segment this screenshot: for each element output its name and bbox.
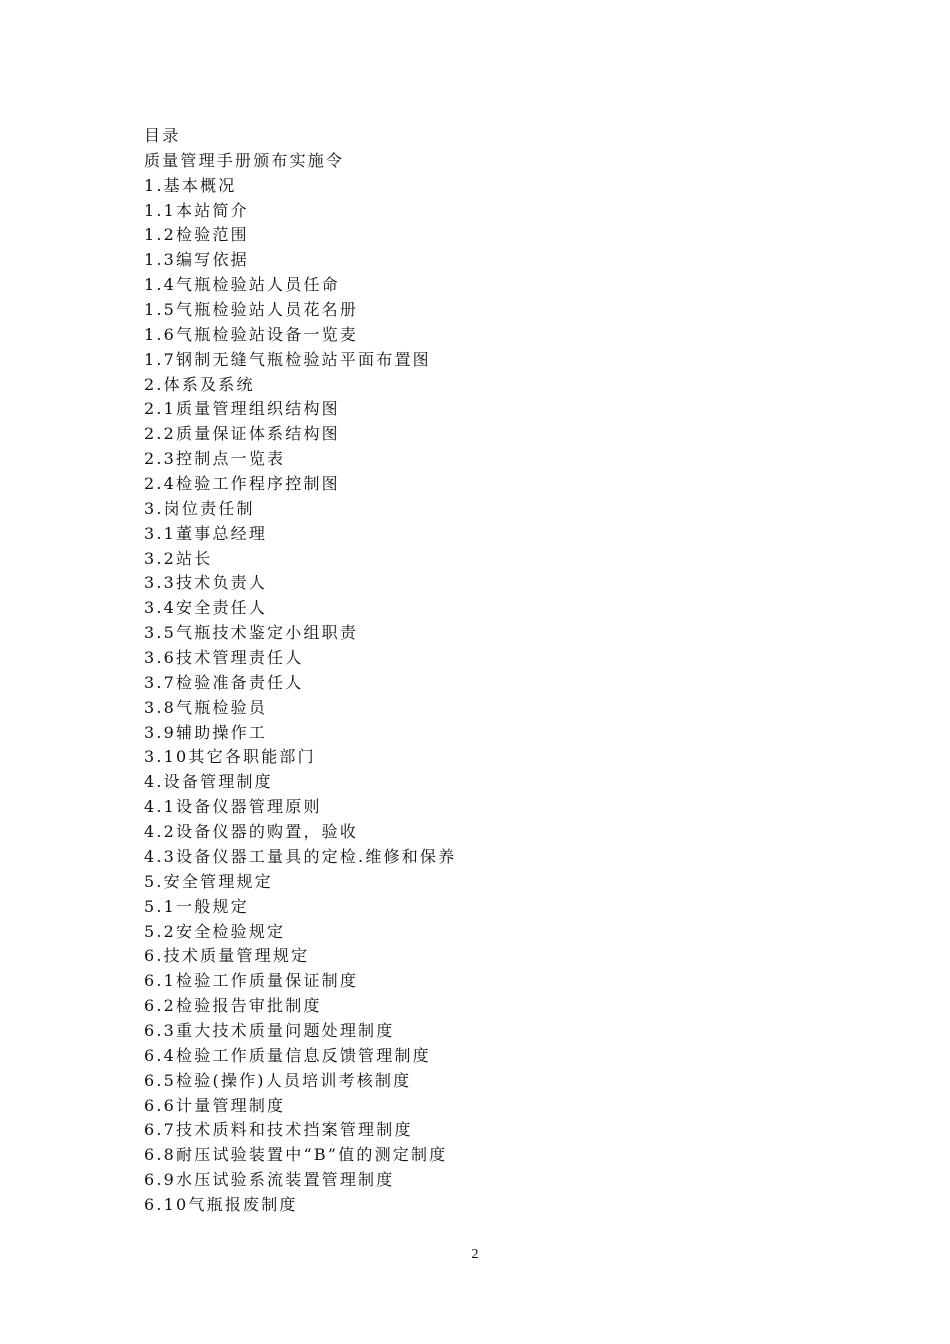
toc-entry: 3.1董事总经理 — [144, 523, 268, 543]
toc-entry: 2.2质量保证体系结构图 — [144, 424, 340, 444]
toc-entry: 6.5检验(操作)人员培训考核制度 — [144, 1070, 412, 1090]
toc-entry: 4.设备管理制度 — [144, 772, 273, 792]
toc-entry: 6.1检验工作质量保证制度 — [144, 971, 359, 991]
toc-entry: 3.5气瓶技术鉴定小组职责 — [144, 623, 359, 643]
toc-entry: 3.2站长 — [144, 548, 213, 568]
toc-entry: 1.6气瓶检验站设备一览麦 — [144, 324, 359, 344]
toc-entry: 3.8气瓶检验员 — [144, 697, 268, 717]
toc-entry: 1.4气瓶检验站人员任命 — [144, 275, 340, 295]
toc-entry: 1.2检验范围 — [144, 225, 249, 245]
toc-entry: 4.1设备仪器管理原则 — [144, 797, 322, 817]
toc-entry: 3.4安全责任人 — [144, 598, 268, 618]
toc-entry: 6.10气瓶报废制度 — [144, 1194, 298, 1214]
toc-heading: 目录 — [144, 126, 181, 145]
table-of-contents — [144, 124, 456, 1218]
toc-entry: 6.8耐压试验装置中“B”值的测定制度 — [144, 1145, 448, 1165]
toc-entry: 6.技术质量管理规定 — [144, 946, 310, 966]
toc-entry: 1.7钢制无缝气瓶检验站平面布置图 — [144, 349, 431, 369]
toc-entry: 6.2检验报告审批制度 — [144, 996, 322, 1016]
toc-entry: 3.3技术负责人 — [144, 573, 268, 593]
toc-entry: 1.1本站简介 — [144, 200, 249, 220]
toc-entry: 2.体系及系统 — [144, 374, 255, 394]
toc-entry: 质量管理手册颁布实施令 — [144, 150, 345, 170]
toc-entry: 3.岗位责任制 — [144, 498, 255, 518]
page-number: 2 — [471, 1247, 479, 1262]
toc-entry: 1.基本概况 — [144, 175, 237, 195]
toc-entry: 6.3重大技术质量问题处理制度 — [144, 1020, 395, 1040]
toc-entry: 4.3设备仪器工量具的定检.维修和保养 — [144, 846, 457, 866]
toc-entry: 3.6技术管理责任人 — [144, 648, 304, 668]
toc-entry: 5.2安全检验规定 — [144, 921, 286, 941]
toc-entry: 6.9水压试验系流装置管理制度 — [144, 1170, 395, 1190]
toc-entry: 3.10其它各职能部门 — [144, 747, 316, 767]
toc-entry: 6.7技术质料和技术挡案管理制度 — [144, 1120, 413, 1140]
toc-entry: 6.4检验工作质量信息反馈管理制度 — [144, 1045, 431, 1065]
toc-entry: 6.6计量管理制度 — [144, 1095, 286, 1115]
toc-entry: 1.5气瓶检验站人员花名册 — [144, 300, 359, 320]
toc-entry: 2.4检验工作程序控制图 — [144, 474, 340, 494]
toc-entry: 5.安全管理规定 — [144, 871, 273, 891]
toc-entry: 5.1一般规定 — [144, 896, 249, 916]
toc-entry: 4.2设备仪器的购置，验收 — [144, 822, 359, 842]
toc-entry: 1.3编写依据 — [144, 250, 249, 270]
toc-entry: 3.9辅助操作工 — [144, 722, 268, 742]
toc-entry: 2.3控制点一览表 — [144, 449, 286, 469]
toc-entry: 2.1质量管理组织结构图 — [144, 399, 340, 419]
toc-entry: 3.7检验准备责任人 — [144, 672, 304, 692]
